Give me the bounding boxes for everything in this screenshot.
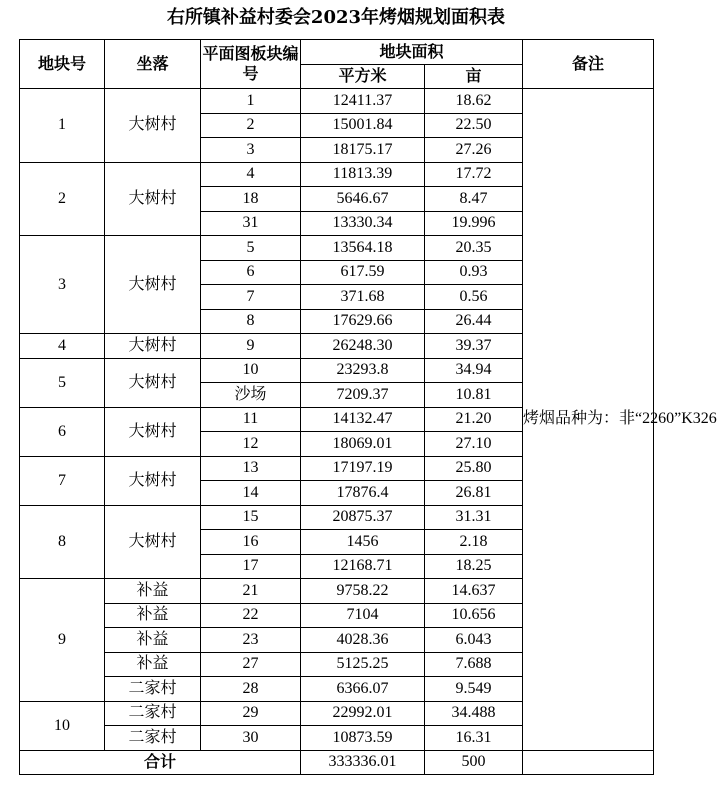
sqm-cell: 617.59 (301, 260, 425, 285)
sqm-cell: 17197.19 (301, 456, 425, 481)
area-table (19, 39, 717, 775)
sqm-cell: 13330.34 (301, 211, 425, 236)
mu-cell: 10.656 (425, 603, 523, 628)
mu-cell: 21.20 (425, 407, 523, 432)
map-number-cell: 23 (201, 628, 301, 653)
map-number-cell: 22 (201, 603, 301, 628)
sqm-cell: 4028.36 (301, 628, 425, 653)
map-number-cell: 2 (201, 113, 301, 138)
mu-cell: 39.37 (425, 334, 523, 359)
map-number-cell: 8 (201, 309, 301, 334)
sqm-cell: 20875.37 (301, 505, 425, 530)
location-cell: 大树村 (105, 358, 201, 407)
map-number-cell: 30 (201, 726, 301, 751)
sqm-cell: 15001.84 (301, 113, 425, 138)
sqm-cell: 7104 (301, 603, 425, 628)
map-number-cell: 7 (201, 285, 301, 310)
sqm-cell: 6366.07 (301, 677, 425, 702)
mu-cell: 34.488 (425, 701, 523, 726)
map-number-cell: 1 (201, 89, 301, 114)
mu-cell: 26.81 (425, 481, 523, 506)
map-number-cell: 11 (201, 407, 301, 432)
mu-cell: 20.35 (425, 236, 523, 261)
header-sqm: 平方米 (301, 64, 425, 89)
sqm-cell: 22992.01 (301, 701, 425, 726)
map-number-cell: 15 (201, 505, 301, 530)
sqm-cell: 12168.71 (301, 554, 425, 579)
total-label: 合计 (20, 750, 301, 775)
mu-cell: 14.637 (425, 579, 523, 604)
map-number-cell: 17 (201, 554, 301, 579)
mu-cell: 16.31 (425, 726, 523, 751)
sqm-cell: 14132.47 (301, 407, 425, 432)
map-number-cell: 18 (201, 187, 301, 212)
location-cell: 二家村 (105, 701, 201, 726)
location-cell: 补益 (105, 603, 201, 628)
plot-number: 9 (20, 579, 105, 702)
sqm-cell: 5646.67 (301, 187, 425, 212)
sqm-cell: 7209.37 (301, 383, 425, 408)
mu-cell: 19.996 (425, 211, 523, 236)
note-cell: 烤烟品种为：非“2260”K326 (523, 89, 654, 751)
total-row (20, 750, 654, 775)
location-cell: 补益 (105, 628, 201, 653)
sqm-cell: 18069.01 (301, 432, 425, 457)
map-number-cell: 12 (201, 432, 301, 457)
map-number-cell: 10 (201, 358, 301, 383)
map-number-cell: 28 (201, 677, 301, 702)
plot-number: 5 (20, 358, 105, 407)
header-mu: 亩 (425, 64, 523, 89)
location-cell: 大树村 (105, 89, 201, 163)
mu-cell: 27.26 (425, 138, 523, 163)
header-plot-no: 地块号 (20, 40, 105, 89)
sqm-cell: 11813.39 (301, 162, 425, 187)
sqm-cell: 12411.37 (301, 89, 425, 114)
sqm-cell: 18175.17 (301, 138, 425, 163)
total-sqm: 333336.01 (301, 750, 425, 775)
map-number-cell: 6 (201, 260, 301, 285)
sqm-cell: 17876.4 (301, 481, 425, 506)
total-mu: 500 (425, 750, 523, 775)
location-cell: 大树村 (105, 236, 201, 334)
sqm-cell: 17629.66 (301, 309, 425, 334)
map-number-cell: 9 (201, 334, 301, 359)
plot-number: 3 (20, 236, 105, 334)
location-cell: 大树村 (105, 456, 201, 505)
total-note-empty (523, 750, 654, 775)
header-map-no: 平面图板块编号 (201, 40, 301, 89)
location-cell: 二家村 (105, 726, 201, 751)
map-number-cell: 31 (201, 211, 301, 236)
plot-number: 4 (20, 334, 105, 359)
sqm-cell: 10873.59 (301, 726, 425, 751)
mu-cell: 8.47 (425, 187, 523, 212)
plot-number: 1 (20, 89, 105, 163)
header-area: 地块面积 (301, 40, 523, 65)
map-number-cell: 29 (201, 701, 301, 726)
map-number-cell: 16 (201, 530, 301, 555)
location-cell: 补益 (105, 652, 201, 677)
sqm-cell: 5125.25 (301, 652, 425, 677)
map-number-cell: 沙场 (201, 383, 301, 408)
mu-cell: 6.043 (425, 628, 523, 653)
sqm-cell: 1456 (301, 530, 425, 555)
plot-number: 8 (20, 505, 105, 579)
plot-number: 2 (20, 162, 105, 236)
table-body (20, 89, 717, 775)
location-cell: 大树村 (105, 334, 201, 359)
location-cell: 大树村 (105, 505, 201, 579)
location-cell: 二家村 (105, 677, 201, 702)
sqm-cell: 371.68 (301, 285, 425, 310)
location-cell: 大树村 (105, 162, 201, 236)
map-number-cell: 3 (201, 138, 301, 163)
mu-cell: 0.56 (425, 285, 523, 310)
mu-cell: 31.31 (425, 505, 523, 530)
mu-cell: 18.62 (425, 89, 523, 114)
map-number-cell: 5 (201, 236, 301, 261)
header-location: 坐落 (105, 40, 201, 89)
mu-cell: 10.81 (425, 383, 523, 408)
sqm-cell: 23293.8 (301, 358, 425, 383)
map-number-cell: 4 (201, 162, 301, 187)
sqm-cell: 13564.18 (301, 236, 425, 261)
plot-number: 7 (20, 456, 105, 505)
mu-cell: 0.93 (425, 260, 523, 285)
map-number-cell: 27 (201, 652, 301, 677)
plot-number: 10 (20, 701, 105, 750)
plot-number: 6 (20, 407, 105, 456)
table-row (20, 89, 654, 114)
map-number-cell: 21 (201, 579, 301, 604)
mu-cell: 34.94 (425, 358, 523, 383)
map-number-cell: 13 (201, 456, 301, 481)
mu-cell: 25.80 (425, 456, 523, 481)
mu-cell: 2.18 (425, 530, 523, 555)
mu-cell: 22.50 (425, 113, 523, 138)
mu-cell: 17.72 (425, 162, 523, 187)
header-note: 备注 (523, 40, 654, 89)
mu-cell: 27.10 (425, 432, 523, 457)
mu-cell: 7.688 (425, 652, 523, 677)
map-number-cell: 14 (201, 481, 301, 506)
page-title: 右所镇补益村委会2023年烤烟规划面积表 (166, 7, 506, 28)
mu-cell: 18.25 (425, 554, 523, 579)
location-cell: 补益 (105, 579, 201, 604)
sqm-cell: 26248.30 (301, 334, 425, 359)
location-cell: 大树村 (105, 407, 201, 456)
mu-cell: 9.549 (425, 677, 523, 702)
sqm-cell: 9758.22 (301, 579, 425, 604)
mu-cell: 26.44 (425, 309, 523, 334)
